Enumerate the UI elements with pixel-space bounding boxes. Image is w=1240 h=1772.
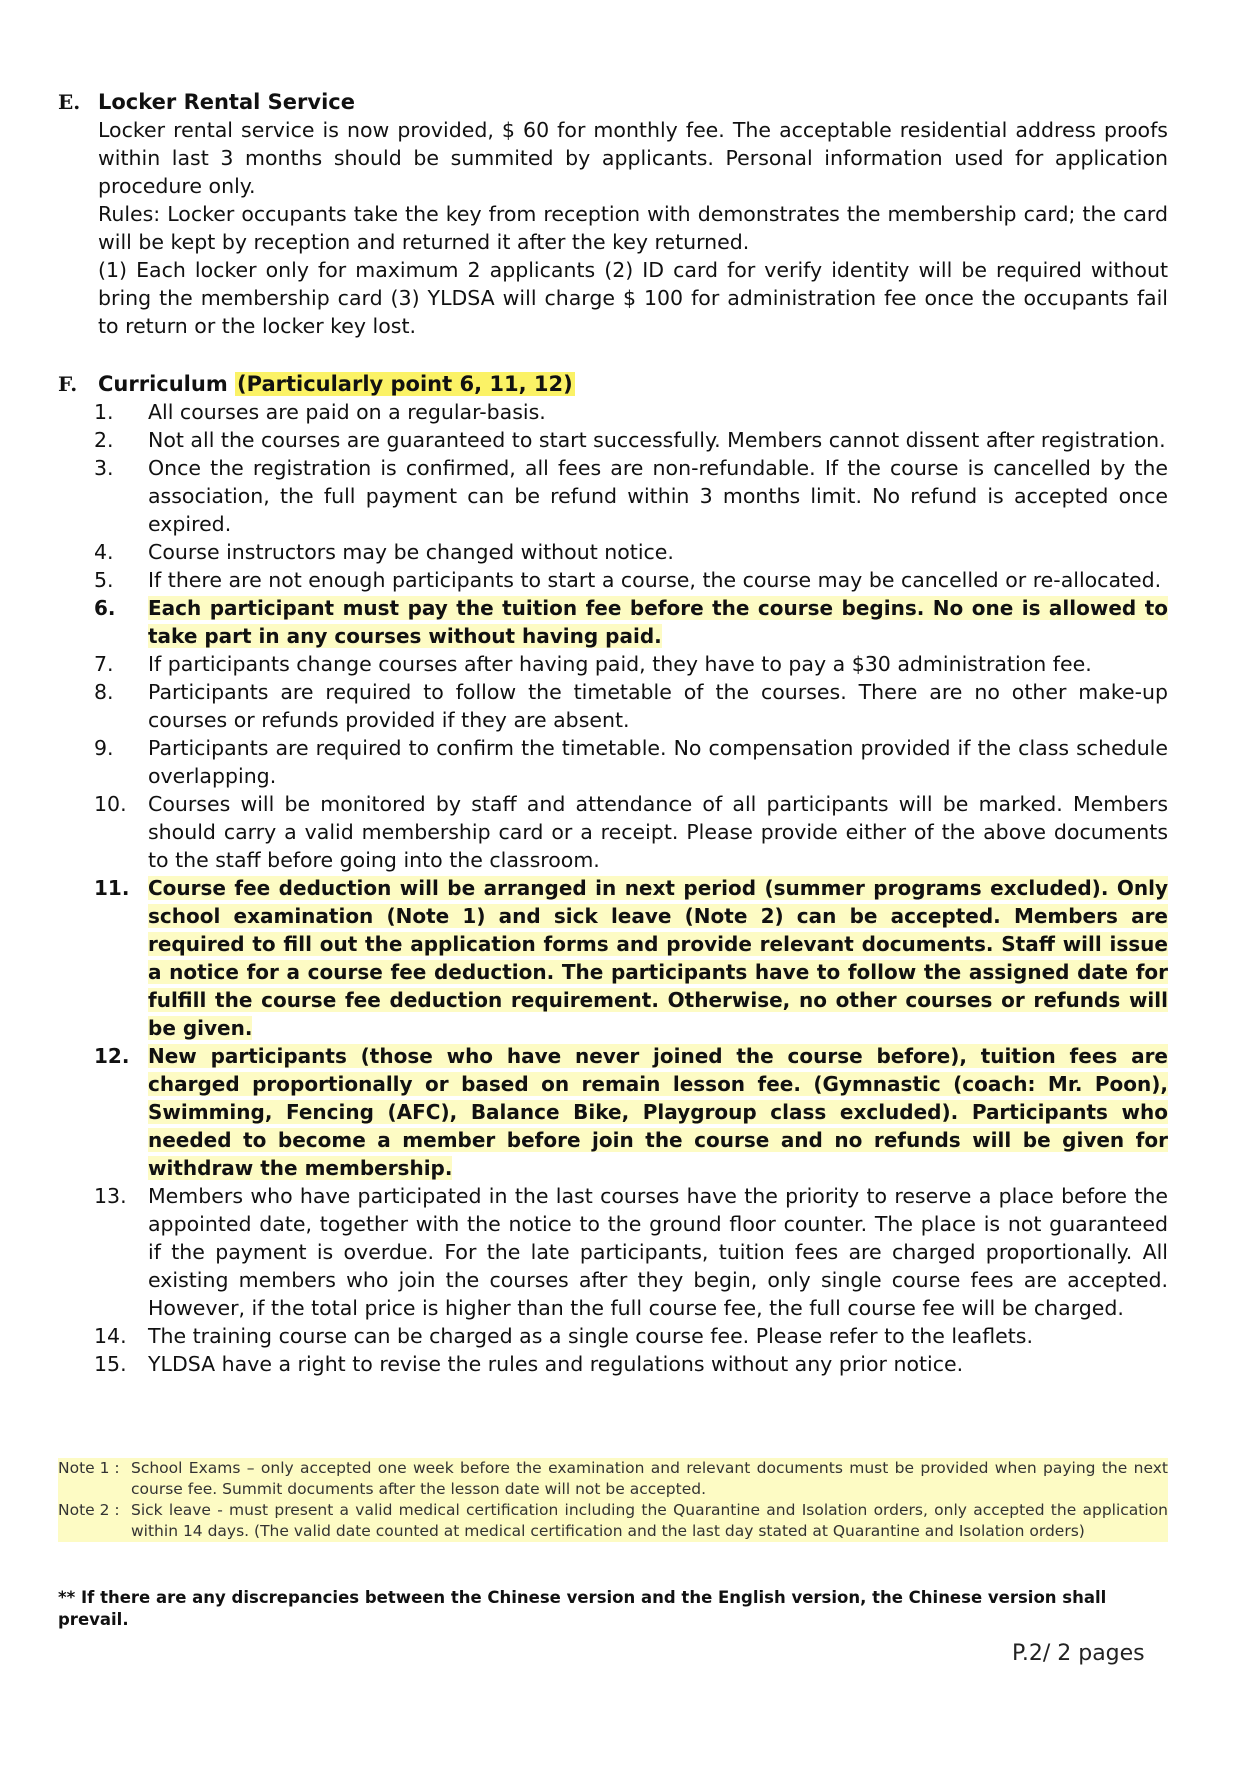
section-e-title: Locker Rental Service bbox=[98, 90, 355, 114]
note-1-text: School Exams – only accepted one week before the examination and relevant documents must be provided when paying the next course fee. Summit documents after the lesson date will not be accepted. bbox=[131, 1459, 1168, 1498]
rule-text: Course fee deduction will be arranged in next period (summer programs excluded). Only school examination (Note 1) and sick leave (Note 2) can be accepted. Members are required to fill out the application forms and provide relevant documents. Staff will issue a notice for a course fee deduction. The participants have to follow the assigned date for fulfill the course fee deduction requirement. Otherwise, no other courses or refunds will be given. bbox=[148, 876, 1168, 1040]
rule-text: Each participant must pay the tuition fee before the course begins. No one is allowed to take part in any courses without having paid. bbox=[148, 596, 1168, 648]
curriculum-rule-10 bbox=[58, 790, 1168, 874]
rule-number: 2. bbox=[94, 428, 114, 452]
rule-number: 10. bbox=[94, 792, 127, 816]
locker-paragraph-rules: Rules: Locker occupants take the key from reception with demonstrates the membership card; the card will be kept by reception and returned it after the key returned. bbox=[98, 202, 1168, 254]
footnotes bbox=[58, 1458, 1168, 1542]
curriculum-rule-11-highlighted bbox=[58, 874, 1168, 1042]
rule-number: 5. bbox=[94, 568, 114, 592]
language-disclaimer: ** If there are any discrepancies between the Chinese version and the English version, the Chinese version shall prevail. bbox=[58, 1588, 1107, 1629]
rule-text: Members who have participated in the last courses have the priority to reserve a place before the appointed date, together with the notice to the ground floor counter. The place is not guaranteed if the payment is overdue. For the late participants, tuition fees are charged proportionally. All existing members who join the courses after they begin, only single course fees are accepted. However, if the total price is higher than the full course fee, the full course fee will be charged. bbox=[148, 1184, 1168, 1320]
rule-number: 6. bbox=[94, 596, 116, 620]
section-f-letter: F. bbox=[58, 372, 78, 396]
rule-number: 1. bbox=[94, 400, 114, 424]
curriculum-rule-5 bbox=[58, 566, 1168, 594]
section-e-heading bbox=[58, 88, 1168, 116]
locker-paragraph-conditions: (1) Each locker only for maximum 2 applicants (2) ID card for verify identity will be required without bring the membership card (3) YLDSA will charge $ 100 for administration fee once the occupants fail to return or the locker key lost. bbox=[98, 258, 1168, 338]
curriculum-rule-14 bbox=[58, 1322, 1168, 1350]
rule-number: 12. bbox=[94, 1044, 130, 1068]
note-2-label: Note 2 : bbox=[58, 1501, 120, 1519]
section-f-curriculum bbox=[58, 370, 1168, 1378]
section-f-highlight-note: (Particularly point 6, 11, 12) bbox=[237, 372, 573, 396]
curriculum-rule-7 bbox=[58, 650, 1168, 678]
rule-text: Course instructors may be changed without notice. bbox=[148, 540, 674, 564]
rule-text: New participants (those who have never joined the course before), tuition fees are charged proportionally or based on remain lesson fee. (Gymnastic (coach: Mr. Poon), Swimming, Fencing (AFC), Balance Bike, Playgroup class excluded). Participants who needed to become a member before join the course and no refunds will be given for withdraw the membership. bbox=[148, 1044, 1168, 1180]
curriculum-rule-1 bbox=[58, 398, 1168, 426]
curriculum-rule-12-highlighted bbox=[58, 1042, 1168, 1182]
rule-number: 13. bbox=[94, 1184, 127, 1208]
curriculum-rule-4 bbox=[58, 538, 1168, 566]
locker-paragraph-fee: Locker rental service is now provided, $ 60 for monthly fee. The acceptable residential address proofs within last 3 months should be summited by applicants. Personal information used for application procedure only. bbox=[98, 118, 1168, 198]
curriculum-rule-9 bbox=[58, 734, 1168, 790]
note-1-school-exams bbox=[58, 1458, 1168, 1500]
rule-number: 11. bbox=[94, 876, 130, 900]
rule-number: 9. bbox=[94, 736, 114, 760]
rule-text: All courses are paid on a regular-basis. bbox=[148, 400, 546, 424]
note-2-text: Sick leave - must present a valid medical certification including the Quarantine and Isolation orders, only accepted the application within 14 days. (The valid date counted at medical certification and the last day stated at Quarantine and Isolation orders) bbox=[131, 1501, 1168, 1540]
rule-number: 15. bbox=[94, 1352, 127, 1376]
note-1-label: Note 1 : bbox=[58, 1459, 120, 1477]
curriculum-rule-13 bbox=[58, 1182, 1168, 1322]
curriculum-rule-6-highlighted bbox=[58, 594, 1168, 650]
curriculum-rule-3 bbox=[58, 454, 1168, 538]
rule-text: Participants are required to follow the timetable of the courses. There are no other make-up courses or refunds provided if they are absent. bbox=[148, 680, 1168, 732]
rule-text: If participants change courses after having paid, they have to pay a $30 administration fee. bbox=[148, 652, 1092, 676]
curriculum-rules-list bbox=[58, 398, 1168, 1378]
rule-number: 3. bbox=[94, 456, 114, 480]
section-f-heading bbox=[58, 370, 1168, 398]
rule-text: Not all the courses are guaranteed to start successfully. Members cannot dissent after registration. bbox=[148, 428, 1166, 452]
rule-number: 8. bbox=[94, 680, 114, 704]
rule-text: Courses will be monitored by staff and attendance of all participants will be marked. Members should carry a valid membership card or a receipt. Please provide either of the above documents to the staff before going into the classroom. bbox=[148, 792, 1168, 872]
section-e-locker-rental bbox=[58, 88, 1168, 340]
rule-text: If there are not enough participants to start a course, the course may be cancelled or re-allocated. bbox=[148, 568, 1162, 592]
rule-text: YLDSA have a right to revise the rules and regulations without any prior notice. bbox=[148, 1352, 964, 1376]
page-number: P.2/ 2 pages bbox=[1012, 1641, 1145, 1666]
section-e-letter: E. bbox=[58, 90, 81, 114]
rule-text: Once the registration is confirmed, all fees are non-refundable. If the course is cancelled by the association, the full payment can be refund within 3 months limit. No refund is accepted once expired. bbox=[148, 456, 1168, 536]
rule-text: Participants are required to confirm the timetable. No compensation provided if the class schedule overlapping. bbox=[148, 736, 1168, 788]
rule-text: The training course can be charged as a single course fee. Please refer to the leaflets. bbox=[148, 1324, 1034, 1348]
rule-number: 7. bbox=[94, 652, 114, 676]
section-f-title: Curriculum bbox=[98, 372, 228, 396]
rule-number: 14. bbox=[94, 1324, 127, 1348]
curriculum-rule-15 bbox=[58, 1350, 1168, 1378]
note-2-sick-leave bbox=[58, 1500, 1168, 1542]
rule-number: 4. bbox=[94, 540, 114, 564]
curriculum-rule-8 bbox=[58, 678, 1168, 734]
curriculum-rule-2 bbox=[58, 426, 1168, 454]
